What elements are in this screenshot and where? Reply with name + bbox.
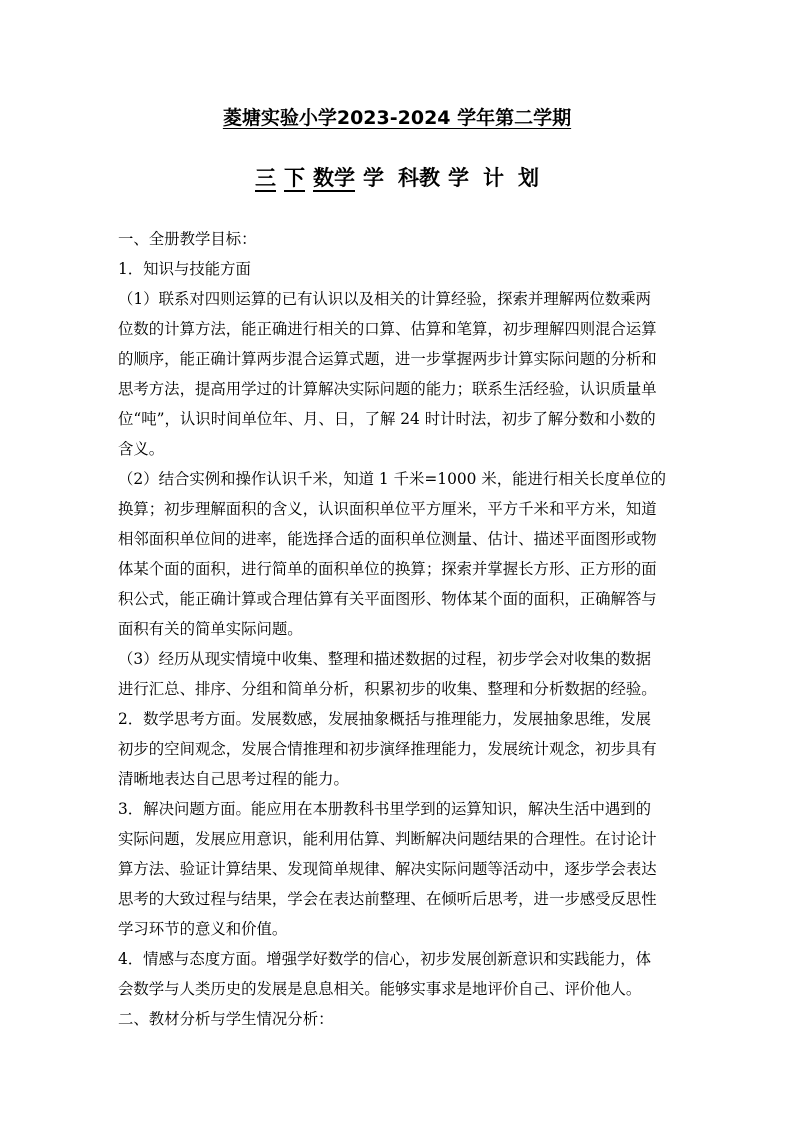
paragraph-line: 位“吨”，认识时间单位年、月、日，了解 24 时计时法，初步了解分数和小数的 [118, 410, 656, 428]
paragraph-line: 初步的空间观念，发展合情推理和初步演绎推理能力，发展统计观念，初步具有 [118, 740, 657, 758]
paragraph-line: 3．解决问题方面。能应用在本册教科书里学到的运算知识，解决生活中遇到的 [118, 800, 652, 818]
plan-title-part-4: 学 [363, 166, 384, 190]
paragraph-line: 2．数学思考方面。发展数感，发展抽象概括与推理能力，发展抽象思维，发展 [118, 710, 652, 728]
paragraph-line: 体某个面的面积，进行简单的面积单位的换算；探索并掌握长方形、正方形的面 [118, 560, 657, 578]
paragraph-line: （1）联系对四则运算的已有认识以及相关的计算经验，探索并理解两位数乘两 [118, 290, 652, 308]
plan-title-part-1: 三 [255, 166, 276, 190]
plan-title-part-3: 数学 [313, 166, 355, 190]
paragraph-line: 4．情感与态度方面。增强学好数学的信心，初步发展创新意识和实践能力，体 [118, 950, 652, 968]
paragraph-line: 思考方法，提高用学过的计算解决实际问题的能力；联系生活经验，认识质量单 [118, 380, 657, 398]
paragraph-line: 思考的大致过程与结果，学会在表达前整理、在倾听后思考，进一步感受反思性 [118, 890, 657, 908]
document-body [118, 224, 678, 1034]
section-heading-analysis: 二、教材分析与学生情况分析： [118, 1010, 334, 1028]
paragraph-line: 会数学与人类历史的发展是息息相关。能够实事求是地评价自己、评价他人。 [118, 980, 642, 998]
paragraph-line: 算方法、验证计算结果、发现简单规律、解决实际问题等活动中，逐步学会表达 [118, 860, 657, 878]
paragraph-line: （2）结合实例和操作认识千米，知道 1 千米=1000 米，能进行相关长度单位的 [118, 470, 667, 488]
plan-title [0, 163, 794, 193]
paragraph-line: 学习环节的意义和价值。 [118, 920, 288, 938]
paragraph-line: 面积有关的简单实际问题。 [118, 620, 303, 638]
section-heading-objectives: 一、全册教学目标： [118, 230, 257, 248]
plan-title-part-8: 划 [518, 166, 539, 190]
paragraph-line: 换算；初步理解面积的含义，认识面积单位平方厘米，平方千米和平方米，知道 [118, 500, 657, 518]
paragraph-line: 进行汇总、排序、分组和简单分析，积累初步的收集、整理和分析数据的经验。 [118, 680, 657, 698]
paragraph-line: 积公式，能正确计算或合理估算有关平面图形、物体某个面的面积，正确解答与 [118, 590, 657, 608]
paragraph-line: （3）经历从现实情境中收集、整理和描述数据的过程，初步学会对收集的数据 [118, 650, 652, 668]
school-term-title: 菱塘实验小学2023-2024 学年第二学期 [222, 107, 572, 129]
paragraph-line: 相邻面积单位间的进率，能选择合适的面积单位测量、估计、描述平面图形或物 [118, 530, 657, 548]
plan-title-part-2: 下 [284, 166, 305, 190]
paragraph-line: 的顺序，能正确计算两步混合运算式题，进一步掌握两步计算实际问题的分析和 [118, 350, 657, 368]
paragraph-line: 含义。 [118, 440, 165, 458]
plan-title-part-7: 计 [483, 166, 504, 190]
plan-title-part-6: 学 [448, 166, 469, 190]
subheading-knowledge-skills: 1．知识与技能方面 [118, 260, 251, 278]
plan-title-part-5: 科教 [398, 166, 440, 190]
paragraph-line: 实际问题，发展应用意识，能利用估算、判断解决问题结果的合理性。在讨论计 [118, 830, 657, 848]
paragraph-line: 清晰地表达自己思考过程的能力。 [118, 770, 349, 788]
paragraph-line: 位数的计算方法，能正确进行相关的口算、估算和笔算，初步理解四则混合运算 [118, 320, 657, 338]
